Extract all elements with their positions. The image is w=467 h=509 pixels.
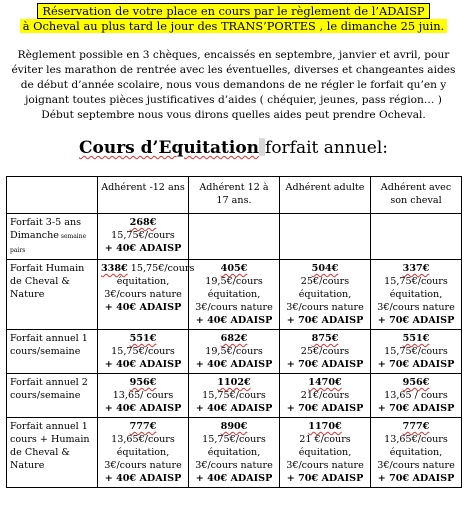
adaisp-fee: + 70€ ADAISP: [286, 473, 364, 484]
adaisp-fee: + 40€ ADAISP: [195, 473, 273, 484]
price-detail: 15,75€/cours: [202, 390, 266, 401]
price-detail: 15,75€/cours: [384, 346, 448, 357]
price-total: 956€: [129, 377, 157, 388]
header-cell-own-horse: Adhérent avec son cheval: [371, 177, 462, 214]
table-header-row: [7, 177, 462, 214]
price-detail: 25€/cours: [300, 276, 350, 287]
adaisp-fee: + 40€ ADAISP: [195, 403, 273, 414]
price-detail: 3€/cours nature: [195, 302, 273, 313]
price-detail: 21 €/cours: [299, 434, 351, 445]
price-total: 504€: [311, 263, 339, 274]
table-row: [7, 418, 462, 488]
price-cell: [371, 260, 462, 330]
adaisp-fee: + 40€ ADAISP: [104, 403, 182, 414]
title-rest: forfait annuel:: [265, 138, 388, 158]
adaisp-fee: + 70€ ADAISP: [286, 403, 364, 414]
price-detail: 21€/cours: [300, 390, 350, 401]
price-cell: [371, 418, 462, 488]
price-detail: 3€/cours nature: [286, 302, 364, 313]
price-cell: [98, 418, 189, 488]
header-cell-under-12: Adhérent -12 ans: [98, 177, 189, 214]
adaisp-fee: + 40€ ADAISP: [104, 302, 182, 313]
price-total: 337€: [402, 263, 430, 274]
price-cell: [189, 214, 280, 260]
header-cell-empty: [7, 177, 98, 214]
price-cell: [98, 330, 189, 374]
page-title: [0, 138, 467, 158]
price-detail: 13,65€/cours: [111, 434, 175, 445]
price-detail: équitation,: [298, 447, 352, 458]
price-detail: 13,65/ cours: [112, 390, 174, 401]
price-detail: 15,75€/cours: [384, 276, 448, 287]
price-detail: 15,75€/cours: [202, 434, 266, 445]
price-total: 682€: [220, 333, 248, 344]
row-label-text: Forfait Humain de Cheval & Nature: [10, 263, 85, 300]
price-total: 1170€: [308, 421, 342, 432]
row-label-text: Forfait annuel 1 cours/semaine: [10, 333, 88, 357]
intro-paragraph-1: Règlement possible en 3 chèques, encaissés en septembre, janvier et avril, pour éviter les marathon de rentrée avec les éventuelles, diverses et changeantes aides de début d’année scolaire, nous vous demandons de ne régler le forfait qu’en y joignant toutes pièces justificatives d’aides ( chéquier, jeunes, pass région… ): [11, 49, 456, 106]
price-detail: 15,75€/cours: [111, 346, 175, 357]
price-cell: [280, 214, 371, 260]
price-cell: [98, 214, 189, 260]
price-total: 1470€: [308, 377, 342, 388]
price-detail: 13,65€/cours: [384, 434, 448, 445]
price-detail: équitation,: [389, 289, 443, 300]
intro-text: [8, 48, 459, 123]
row-label-note: semaine pairs: [10, 233, 87, 254]
table-body: [7, 214, 462, 488]
adaisp-fee: + 70€ ADAISP: [286, 315, 364, 326]
price-detail: 15,75€/cours: [111, 230, 175, 241]
price-detail: 3€/cours nature: [377, 302, 455, 313]
row-label: [7, 260, 98, 330]
price-cell: [371, 214, 462, 260]
banner-line-1: Réservation de votre place en cours par le règlement de l’ADAISP: [37, 3, 429, 19]
title-bold: Cours d’Equitation: [79, 138, 260, 158]
price-total: 777€: [402, 421, 430, 432]
adaisp-fee: + 70€ ADAISP: [377, 359, 455, 370]
intro-paragraph-2: Début septembre nous vous dirons quelles aides peut prendre Ocheval.: [41, 109, 426, 121]
price-cell: [371, 374, 462, 418]
table-row: [7, 330, 462, 374]
row-label: [7, 330, 98, 374]
adaisp-fee: + 70€ ADAISP: [377, 315, 455, 326]
table-row: [7, 260, 462, 330]
banner-line-2: à Ocheval au plus tard le jour des TRANS’PORTES , le dimanche 25 juin.: [20, 19, 447, 33]
price-cell: [189, 418, 280, 488]
header-cell-adult: Adhérent adulte: [280, 177, 371, 214]
price-total: 1102€: [217, 377, 251, 388]
price-detail: équitation,: [207, 447, 261, 458]
row-label-text: Forfait 3-5 ans Dimanche: [10, 217, 82, 241]
price-total: 890€: [220, 421, 248, 432]
price-detail: équitation,: [207, 289, 261, 300]
price-detail: 3€/cours nature: [377, 460, 455, 471]
price-detail: équitation,: [298, 289, 352, 300]
price-detail: 3€/cours nature: [195, 460, 273, 471]
price-detail: équitation,: [389, 447, 443, 458]
row-label: [7, 374, 98, 418]
price-cell: [280, 330, 371, 374]
price-detail: équitation,: [116, 276, 170, 287]
table-row: [7, 214, 462, 260]
price-detail: 3€/cours nature: [104, 460, 182, 471]
price-cell: [98, 260, 195, 330]
price-total: 551€: [402, 333, 430, 344]
adaisp-fee: + 40€ ADAISP: [104, 359, 182, 370]
price-cell: [371, 330, 462, 374]
price-total: 777€: [129, 421, 157, 432]
price-detail: 19,5€/cours: [205, 346, 263, 357]
price-detail: 19,5€/cours: [205, 276, 263, 287]
adaisp-fee: + 70€ ADAISP: [286, 359, 364, 370]
reservation-banner: [0, 3, 467, 33]
adaisp-fee: + 40€ ADAISP: [104, 473, 182, 484]
price-cell: [189, 330, 280, 374]
price-total: 551€: [129, 333, 157, 344]
price-cell: [189, 374, 280, 418]
row-label-text: Forfait annuel 1 cours + Humain de Cheval & Nature: [10, 421, 90, 471]
price-detail: 25€/cours: [300, 346, 350, 357]
price-total: 268€: [129, 217, 157, 228]
adaisp-fee: + 40€ ADAISP: [195, 315, 273, 326]
price-cell: [280, 374, 371, 418]
price-total: 405€: [220, 263, 248, 274]
price-detail: 3€/cours nature: [286, 460, 364, 471]
price-cell: [189, 260, 280, 330]
pricing-table: [6, 176, 462, 488]
adaisp-fee: + 70€ ADAISP: [377, 403, 455, 414]
price-detail: 13,65 / cours: [384, 390, 448, 401]
row-label-text: Forfait annuel 2 cours/semaine: [10, 377, 88, 401]
price-cell: [280, 418, 371, 488]
price-detail: équitation,: [116, 447, 170, 458]
header-cell-12-17: Adhérent 12 à 17 ans.: [189, 177, 280, 214]
row-label: [7, 214, 98, 260]
price-total: 338€ 15,75€/cours: [101, 263, 195, 274]
adaisp-fee: + 40€ ADAISP: [104, 243, 182, 254]
price-total: 956€: [402, 377, 430, 388]
price-cell: [280, 260, 371, 330]
row-label: [7, 418, 98, 488]
price-detail: 3€/cours nature: [104, 289, 182, 300]
table-row: [7, 374, 462, 418]
adaisp-fee: + 70€ ADAISP: [377, 473, 455, 484]
adaisp-fee: + 40€ ADAISP: [195, 359, 273, 370]
price-cell: [98, 374, 189, 418]
price-total: 875€: [311, 333, 339, 344]
